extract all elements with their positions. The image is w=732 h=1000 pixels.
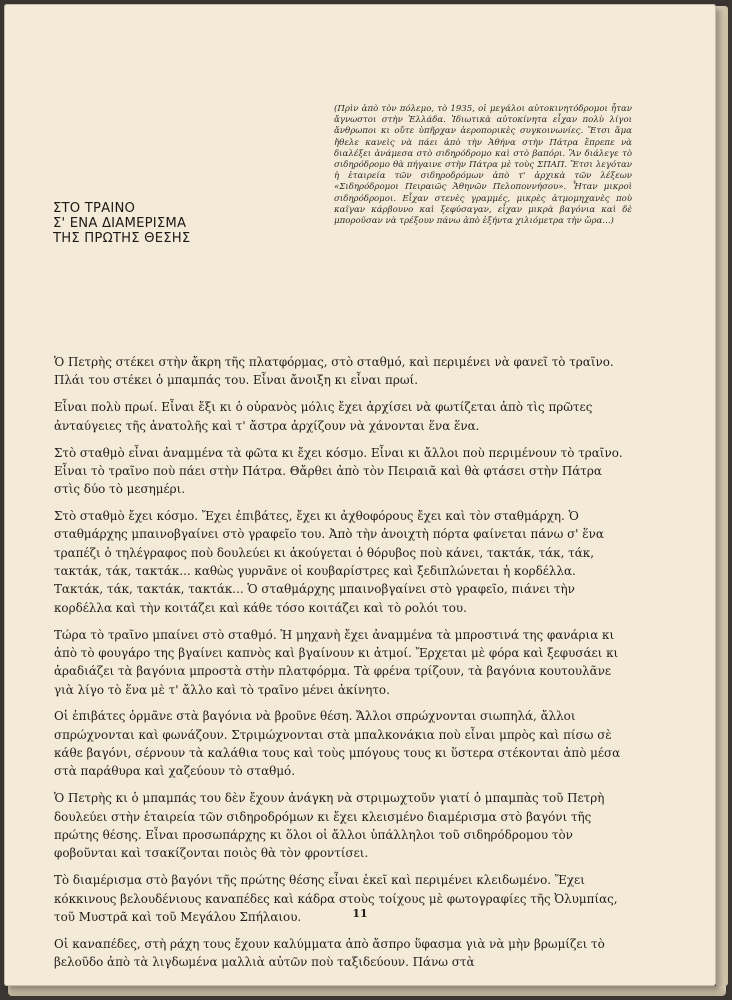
chapter-title-line: Σ' ΕΝΑ ΔΙΑΜΕΡΙΣΜΑ	[53, 216, 187, 231]
paragraph: Τὸ διαμέρισμα στὸ βαγόνι τῆς πρώτης θέσης εἶναι ἐκεῖ καὶ περιμένει κλειδωμένο. Ἔχει κόκκινους βελουδένιους καναπέδες καὶ κάδρα στοὺς τοίχους μὲ φωτογραφίες τῆς Ὀλυμπίας, τοῦ Μυστρᾶ καὶ τοῦ Μεγάλου Σπήλαιου.	[54, 873, 618, 924]
paragraph: Ὁ Πετρὴς κι ὁ μπαμπάς του δὲν ἔχουν ἀνάγκη νὰ στριμωχτοῦν γιατί ὁ μπαμπὰς τοῦ Πετρὴ δουλεύει στὴν ἑταιρεία τῶν σιδηροδρόμων κι ἔχει κλεισμένο διαμέρισμα στὸ βαγόνι τῆς πρώτης θέσης. Εἶναι προσωπάρχης κι ὅλοι οἱ ἄλλοι ὑπάλληλοι τοῦ σιδηρόδρομου τὸν φοβοῦνται καὶ τσακίζονται ποιὸς θὰ τὸν φροντίσει.	[54, 791, 605, 861]
paragraph: Οἱ καναπέδες, στὴ ράχη τους ἔχουν καλύμματα ἀπὸ ἄσπρο ὕφασμα γιὰ νὰ μὴν βρωμίζει τὸ βελοῦδο ἀπὸ τὰ λιγδωμένα μαλλιὰ αὐτῶν ποὺ ταξιδεύουν. Πάνω στὰ	[54, 936, 605, 970]
intro-note: (Πρὶν ἀπὸ τὸν πόλεμο, τὸ 1935, οἱ μεγάλοι αὐτοκινητόδρομοι ἦταν ἄγνωστοι στὴν Ἑλλάδα. Ἰδιωτικὰ αὐτοκίνητα εἶχαν πολὺ λίγοι ἄνθρωποι κι οὔτε ὑπῆρχαν ἀεροπορικὲς συγκοινωνίες. Ἔτσι ἅμα ἤθελε κανεὶς νὰ πάει ἀπὸ τὴν Ἀθήνα στὴν Πάτρα ἔπρεπε νὰ διαλέξει ἀνάμεσα στὸ σιδηρόδρομο καὶ στὸ βαπόρι. Ἂν διάλεγε τὸ σιδηρόδρομο θὰ πήγαινε στὴν Πάτρα μὲ τοὺς ΣΠΑΠ. Ἔτσι λεγόταν ἡ ἑταιρεία τῶν σιδηροδρόμων ἀπὸ τ' ἀρχικὰ τῶν λέξεων «Σιδηρόδρομοι Πειραιῶς Ἀθηνῶν Πελοποννήσου». Ἦταν μικροὶ σιδηρόδρομοι. Εἶχαν στενὲς γραμμές, μικρὲς ἀτμομηχανὲς ποὺ καῖγαν κάρβουνο καὶ ξεφύσαγαν, εἶχαν μικρὰ βαγόνια καὶ δὲ μποροῦσαν νὰ τρέξουν πάνω ἀπὸ ἑξήντα χιλιόμετρα τὴν ὥρα...)	[334, 104, 632, 227]
paragraph: Τώρα τὸ τραῖνο μπαίνει στὸ σταθμό. Ἡ μηχανὴ ἔχει ἀναμμένα τὰ μπροστινά της φανάρια κι ἀπὸ τὸ φουγάρο της βγαίνει καπνὸς καὶ βγαίνουν κι ἀτμοί. Ἔρχεται μὲ φόρα καὶ ξεφυσάει κι ἀραδιάζει τὰ βαγόνια μπροστὰ στὴν πλατφόρμα. Τὰ φρένα τρίζουν, τὰ βαγόνια κουτουλᾶνε γιὰ λίγο τὸ ἕνα μὲ τ' ἄλλο καὶ τὸ τραῖνο μένει ἀκίνητο.	[54, 627, 619, 697]
book-page	[4, 4, 716, 986]
paragraph: Εἶναι πολὺ πρωί. Εἶναι ἔξι κι ὁ οὐρανὸς μόλις ἔχει ἀρχίσει νὰ φωτίζεται ἀπὸ τὶς πρῶτες ἀνταύγειες τῆς ἀνατολῆς καὶ τ' ἄστρα ἀρχίζουν νὰ χάνονται ἕνα ἕνα.	[54, 400, 593, 433]
page-edge-bottom	[8, 986, 726, 996]
paragraph: Οἱ ἐπιβάτες ὁρμᾶνε στὰ βαγόνια νὰ βροῦνε θέση. Ἄλλοι σπρώχνονται σιωπηλά, ἄλλοι σπρώχνονται καὶ φωνάζουν. Στριμώχνονται στὰ μπαλκονάκια ποὺ εἶναι μπρὸς καὶ πίσω σὲ κάθε βαγόνι, σέρνουν τὰ καλάθια τους καὶ τοὺς μπόγους τους κι ὕστερα στέκονται ἀπὸ μέσα στὰ παράθυρα καὶ χαζεύουν τὸ σταθμό.	[54, 709, 621, 779]
paragraph: Στὸ σταθμὸ εἶναι ἀναμμένα τὰ φῶτα κι ἔχει κόσμο. Εἶναι κι ἄλλοι ποὺ περιμένουν τὸ τραῖνο. Εἶναι τὸ τραῖνο ποὺ πάει στὴν Πάτρα. Θἄρθει ἀπὸ τὸν Πειραιᾶ καὶ θὰ φτάσει στὴν Πάτρα στὶς δύο τὸ μεσημέρι.	[54, 445, 623, 497]
body-text	[54, 353, 628, 980]
chapter-title-line: ΤΗΣ ΠΡΩΤΗΣ ΘΕΣΗΣ	[53, 231, 191, 246]
paragraph: Ὁ Πετρὴς στέκει στὴν ἄκρη τῆς πλατφόρμας, στὸ σταθμό, καὶ περιμένει νὰ φανεῖ τὸ τραῖνο. Πλάι του στέκει ὁ μπαμπάς του. Εἶναι ἄνοιξη κι εἶναι πρωί.	[54, 355, 614, 388]
chapter-title	[53, 201, 273, 246]
page-number: 11	[352, 907, 368, 920]
page-edge-right	[716, 6, 728, 986]
chapter-title-line: ΣΤΟ ΤΡΑΙΝΟ	[53, 201, 136, 216]
paragraph: Στὸ σταθμὸ ἔχει κόσμο. Ἔχει ἐπιβάτες, ἔχει κι ἀχθοφόρους ἔχει καὶ τὸν σταθμάρχη. Ὁ σταθμάρχης μπαινοβγαίνει στὸ γραφεῖο του. Ἀπὸ τὴν ἀνοιχτὴ πόρτα φαίνεται πάνω σ' ἕνα τραπέζι ὁ τηλέγραφος ποὺ δουλεύει κι ἀκούγεται ὁ θόρυβος ποὺ κάνει, τακτάκ, τάκ, τάκ, τακτάκ, τάκ, τακτάκ... καθὼς γυρνᾶνε οἱ κουβαρίστρες καὶ ξεδιπλώνεται ἡ κορδέλλα. Τακτάκ, τάκ, τακτάκ, τακτάκ... Ὁ σταθμάρχης μπαινοβγαίνει στὸ γραφεῖο, πιάνει τὴν κορδέλλα καὶ τὴν κοιτάζει καὶ κάθε τόσο κοιτάζει καὶ τὸ ρολόι του.	[54, 509, 604, 615]
